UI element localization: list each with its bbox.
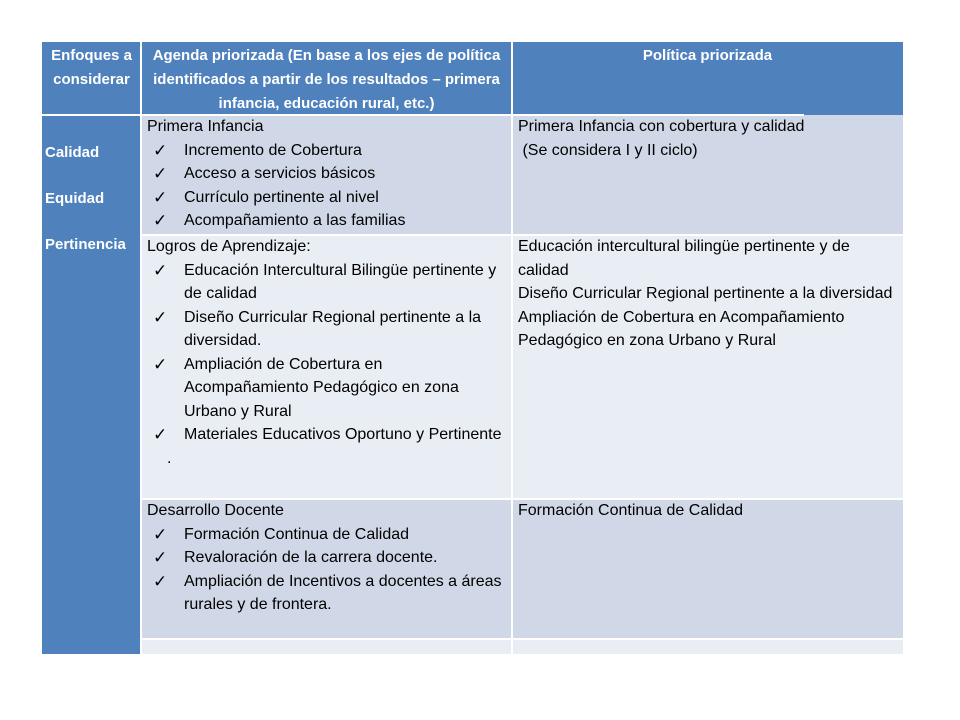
list-item: ✓ Ampliación de Cobertura en Acompañamiento Pedagógico en zona Urbano y Rural	[153, 354, 459, 420]
list-item: ✓ Acceso a servicios básicos	[147, 162, 508, 186]
check-icon: ✓	[153, 211, 168, 230]
header-politica	[512, 42, 903, 115]
list-item: ✓ Formación Continua de Calidad	[147, 523, 508, 547]
row1-agenda	[141, 115, 512, 235]
list-item: ✓ Currículo pertinente al nivel	[147, 186, 508, 210]
check-icon: ✓	[153, 354, 168, 374]
check-icon: ✓	[153, 524, 168, 544]
row2-politica-line: Diseño Curricular Regional pertinente a la diversidad	[518, 285, 893, 302]
row2-politica-line: Educación intercultural bilingüe pertinente y de calidad	[518, 238, 850, 279]
row1-politica-line: Primera Infancia con cobertura y calidad	[518, 118, 805, 135]
enfoque-pertinencia: Pertinencia	[45, 236, 126, 253]
row1-politica	[512, 115, 903, 235]
grid-line	[42, 114, 804, 116]
row1-agenda-list	[147, 139, 508, 233]
enfoques-cell	[42, 115, 141, 654]
row3-politica-line: Formación Continua de Calidad	[518, 502, 744, 519]
row1-politica-line: (Se considera I y II ciclo)	[518, 141, 698, 159]
header-enfoques	[42, 42, 141, 115]
list-item: ✓ Incremento de Cobertura	[147, 139, 508, 163]
list-item: ✓ Acompañamiento a las familias	[147, 209, 508, 233]
check-icon: ✓	[153, 187, 168, 207]
enfoque-calidad: Calidad	[45, 144, 100, 161]
check-icon: ✓	[153, 140, 168, 160]
list-item: ✓ Diseño Curricular Regional pertinente a la diversidad.	[153, 307, 482, 349]
policy-table	[42, 42, 903, 654]
header-enfoques-label: Enfoques a considerar	[51, 47, 132, 88]
row2-politica	[512, 235, 903, 499]
list-item: ✓ Ampliación de Incentivos a docentes a áreas rurales y de frontera.	[153, 571, 502, 613]
check-icon: ✓	[153, 260, 168, 280]
check-icon: ✓	[153, 548, 168, 567]
row2-politica-line: Ampliación de Cobertura en Acompañamiento Pedagógico en zona Urbano y Rural	[518, 308, 845, 349]
list-item: ✓ Educación Intercultural Bilingüe pertinente y de calidad	[153, 260, 497, 302]
row2-agenda-trailing: .	[167, 449, 172, 467]
header-agenda-label: Agenda priorizada (En base a los ejes de política identificados a partir de los resultados – primera infancia, educación rural, etc.)	[152, 47, 501, 112]
check-icon: ✓	[153, 425, 168, 444]
row3-politica	[512, 499, 903, 639]
enfoque-equidad: Equidad	[45, 190, 105, 207]
grid-line	[511, 42, 513, 654]
check-icon: ✓	[153, 164, 168, 183]
row4-politica-empty	[512, 639, 903, 654]
list-item: ✓ Revaloración de la carrera docente.	[147, 546, 508, 570]
row2-agenda-list	[147, 259, 508, 447]
row2-agenda	[141, 235, 512, 499]
check-icon: ✓	[153, 571, 168, 591]
header-politica-label: Política priorizada	[642, 47, 773, 64]
grid-line	[140, 42, 142, 654]
grid-line	[141, 498, 903, 500]
row3-agenda	[141, 499, 512, 639]
grid-line	[141, 234, 903, 236]
row1-agenda-title: Primera Infancia	[147, 118, 264, 135]
check-icon: ✓	[153, 307, 168, 327]
row3-agenda-list	[147, 523, 508, 617]
row2-agenda-title: Logros de Aprendizaje:	[147, 238, 311, 255]
header-agenda	[141, 42, 512, 115]
list-item: ✓ Materiales Educativos Oportuno y Pertinente	[147, 423, 508, 447]
row4-agenda-empty	[141, 639, 512, 654]
row3-agenda-title: Desarrollo Docente	[147, 502, 284, 519]
grid-line	[141, 638, 903, 640]
